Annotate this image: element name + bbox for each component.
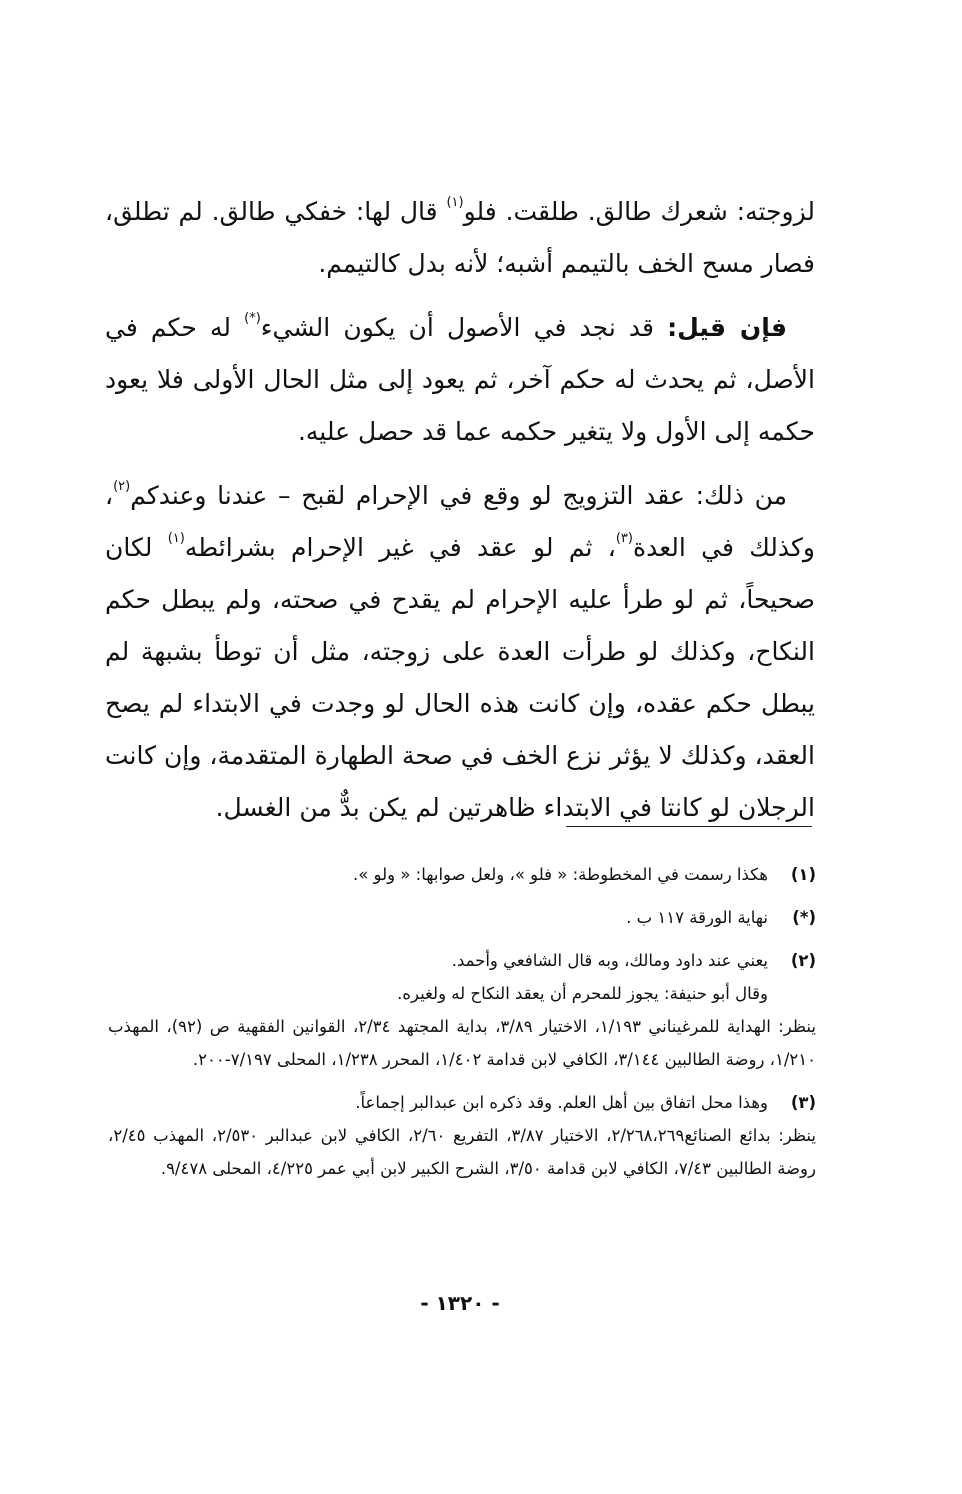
footnote-number: (٢) <box>790 951 816 970</box>
footnote-ref: (١) <box>167 531 185 546</box>
text-run: له حكم في الأصل، ثم يحدث له حكم آخر، ثم يعود إلى مثل الحال الأولى فلا يعود حكمه إلى الأول ولا يتغير حكمه عما قد حصل عليه. <box>105 313 815 446</box>
paragraph-2 <box>105 302 815 458</box>
footnote-line: وقال أبو حنيفة: يجوز للمحرم أن يعقد النكاح له ولغيره. <box>397 984 768 1003</box>
footnote-line: نهاية الورقة ١١٧ ب . <box>626 908 768 927</box>
text-run: من ذلك: عقد التزويج لو وقع في الإحرام لقبح – عندنا وعندكم <box>130 481 787 510</box>
page-number: - ١٣٢٠ - <box>420 1291 500 1315</box>
paragraph-3 <box>105 470 815 834</box>
text-run: قال لها: خفكي طالق. لم تطلق، فصار مسح الخف بالتيمم أشبه؛ لأنه بدل كالتيمم. <box>105 197 815 278</box>
footnote-references: ينظر: الهداية للمرغيناني ١/١٩٣، الاختيار ٣/٨٩، بداية المجتهد ٢/٣٤، القوانين الفقهية ص (٩٢)، المهذب ١/٢١٠، روضة الطالبين ٣/١٤٤، الكافي لابن قدامة ١/٤٠٢، المحرر ١/٢٣٨، المحلى ٧/١٩٧-٢٠٠. <box>108 1017 817 1069</box>
text-run: قد نجد في الأصول أن يكون الشيء <box>260 313 668 342</box>
footnote <box>108 944 816 1076</box>
footnote-ref: (٢) <box>113 479 131 494</box>
text-run: لكان صحيحاً، ثم لو طرأ عليه الإحرام لم يقدح في صحته، ولم يبطل حكم النكاح، وكذلك لو طرأت العدة على زوجته، مثل أن توطأ بشبهة لم يبطل حكم عقده، وإن كانت هذه الحال لو وجدت في الابتداء لم يصح العقد، وكذلك لا يؤثر نزع الخف في صحة الطهارة المتقدمة، وإن كانت الرجلان لو كانتا في الابتداء ظاهرتين لم يكن بدٌّ من الغسل. <box>105 533 815 822</box>
footnote-body <box>108 858 768 891</box>
footnote-body <box>108 1086 816 1185</box>
footnote-number: (١) <box>790 865 816 884</box>
footnote-number: (*) <box>792 908 816 927</box>
footnote-line: وهذا محل اتفاق بين أهل العلم. وقد ذكره ابن عبدالبر إجماعاً. <box>355 1093 768 1112</box>
text-run: ، وكذلك في العدة <box>105 481 815 562</box>
footnote <box>108 858 816 891</box>
text-run: لزوجته: شعرك طالق. طلقت. فلو <box>463 197 815 226</box>
footnote-body <box>108 901 768 934</box>
footnote-ref: (٣) <box>615 531 633 546</box>
footnote-ref: (*) <box>244 311 261 326</box>
footnote-divider <box>566 826 812 827</box>
footnote-line: هكذا رسمت في المخطوطة: « فلو »، ولعل صوابها: « ولو ». <box>352 865 768 884</box>
footnote-number: (٣) <box>790 1093 816 1112</box>
text-run: ، ثم لو عقد في غير الإحرام بشرائطه <box>184 533 616 562</box>
objection-label: فإن قيل: <box>667 313 787 342</box>
main-text <box>105 186 815 846</box>
footnote-ref: (١) <box>446 195 464 210</box>
footnote-body <box>108 944 817 1076</box>
footnote-references: ينظر: بدائع الصنائع٢/٢٦٨،٢٦٩، الاختيار ٣/٨٧، التفريع ٢/٦٠، الكافي لابن عبدالبر ٢/٥٣٠، المهذب ٢/٤٥، روضة الطالبين ٧/٤٣، الكافي لابن قدامة ٣/٥٠، الشرح الكبير لابن أبي عمر ٤/٢٢٥، المحلى ٩/٤٧٨. <box>108 1126 816 1178</box>
footnotes <box>108 858 816 1195</box>
footnote-line: يعني عند داود ومالك، وبه قال الشافعي وأحمد. <box>451 951 768 970</box>
paragraph-1 <box>105 186 815 290</box>
footnote <box>108 901 816 934</box>
footnote <box>108 1086 816 1185</box>
